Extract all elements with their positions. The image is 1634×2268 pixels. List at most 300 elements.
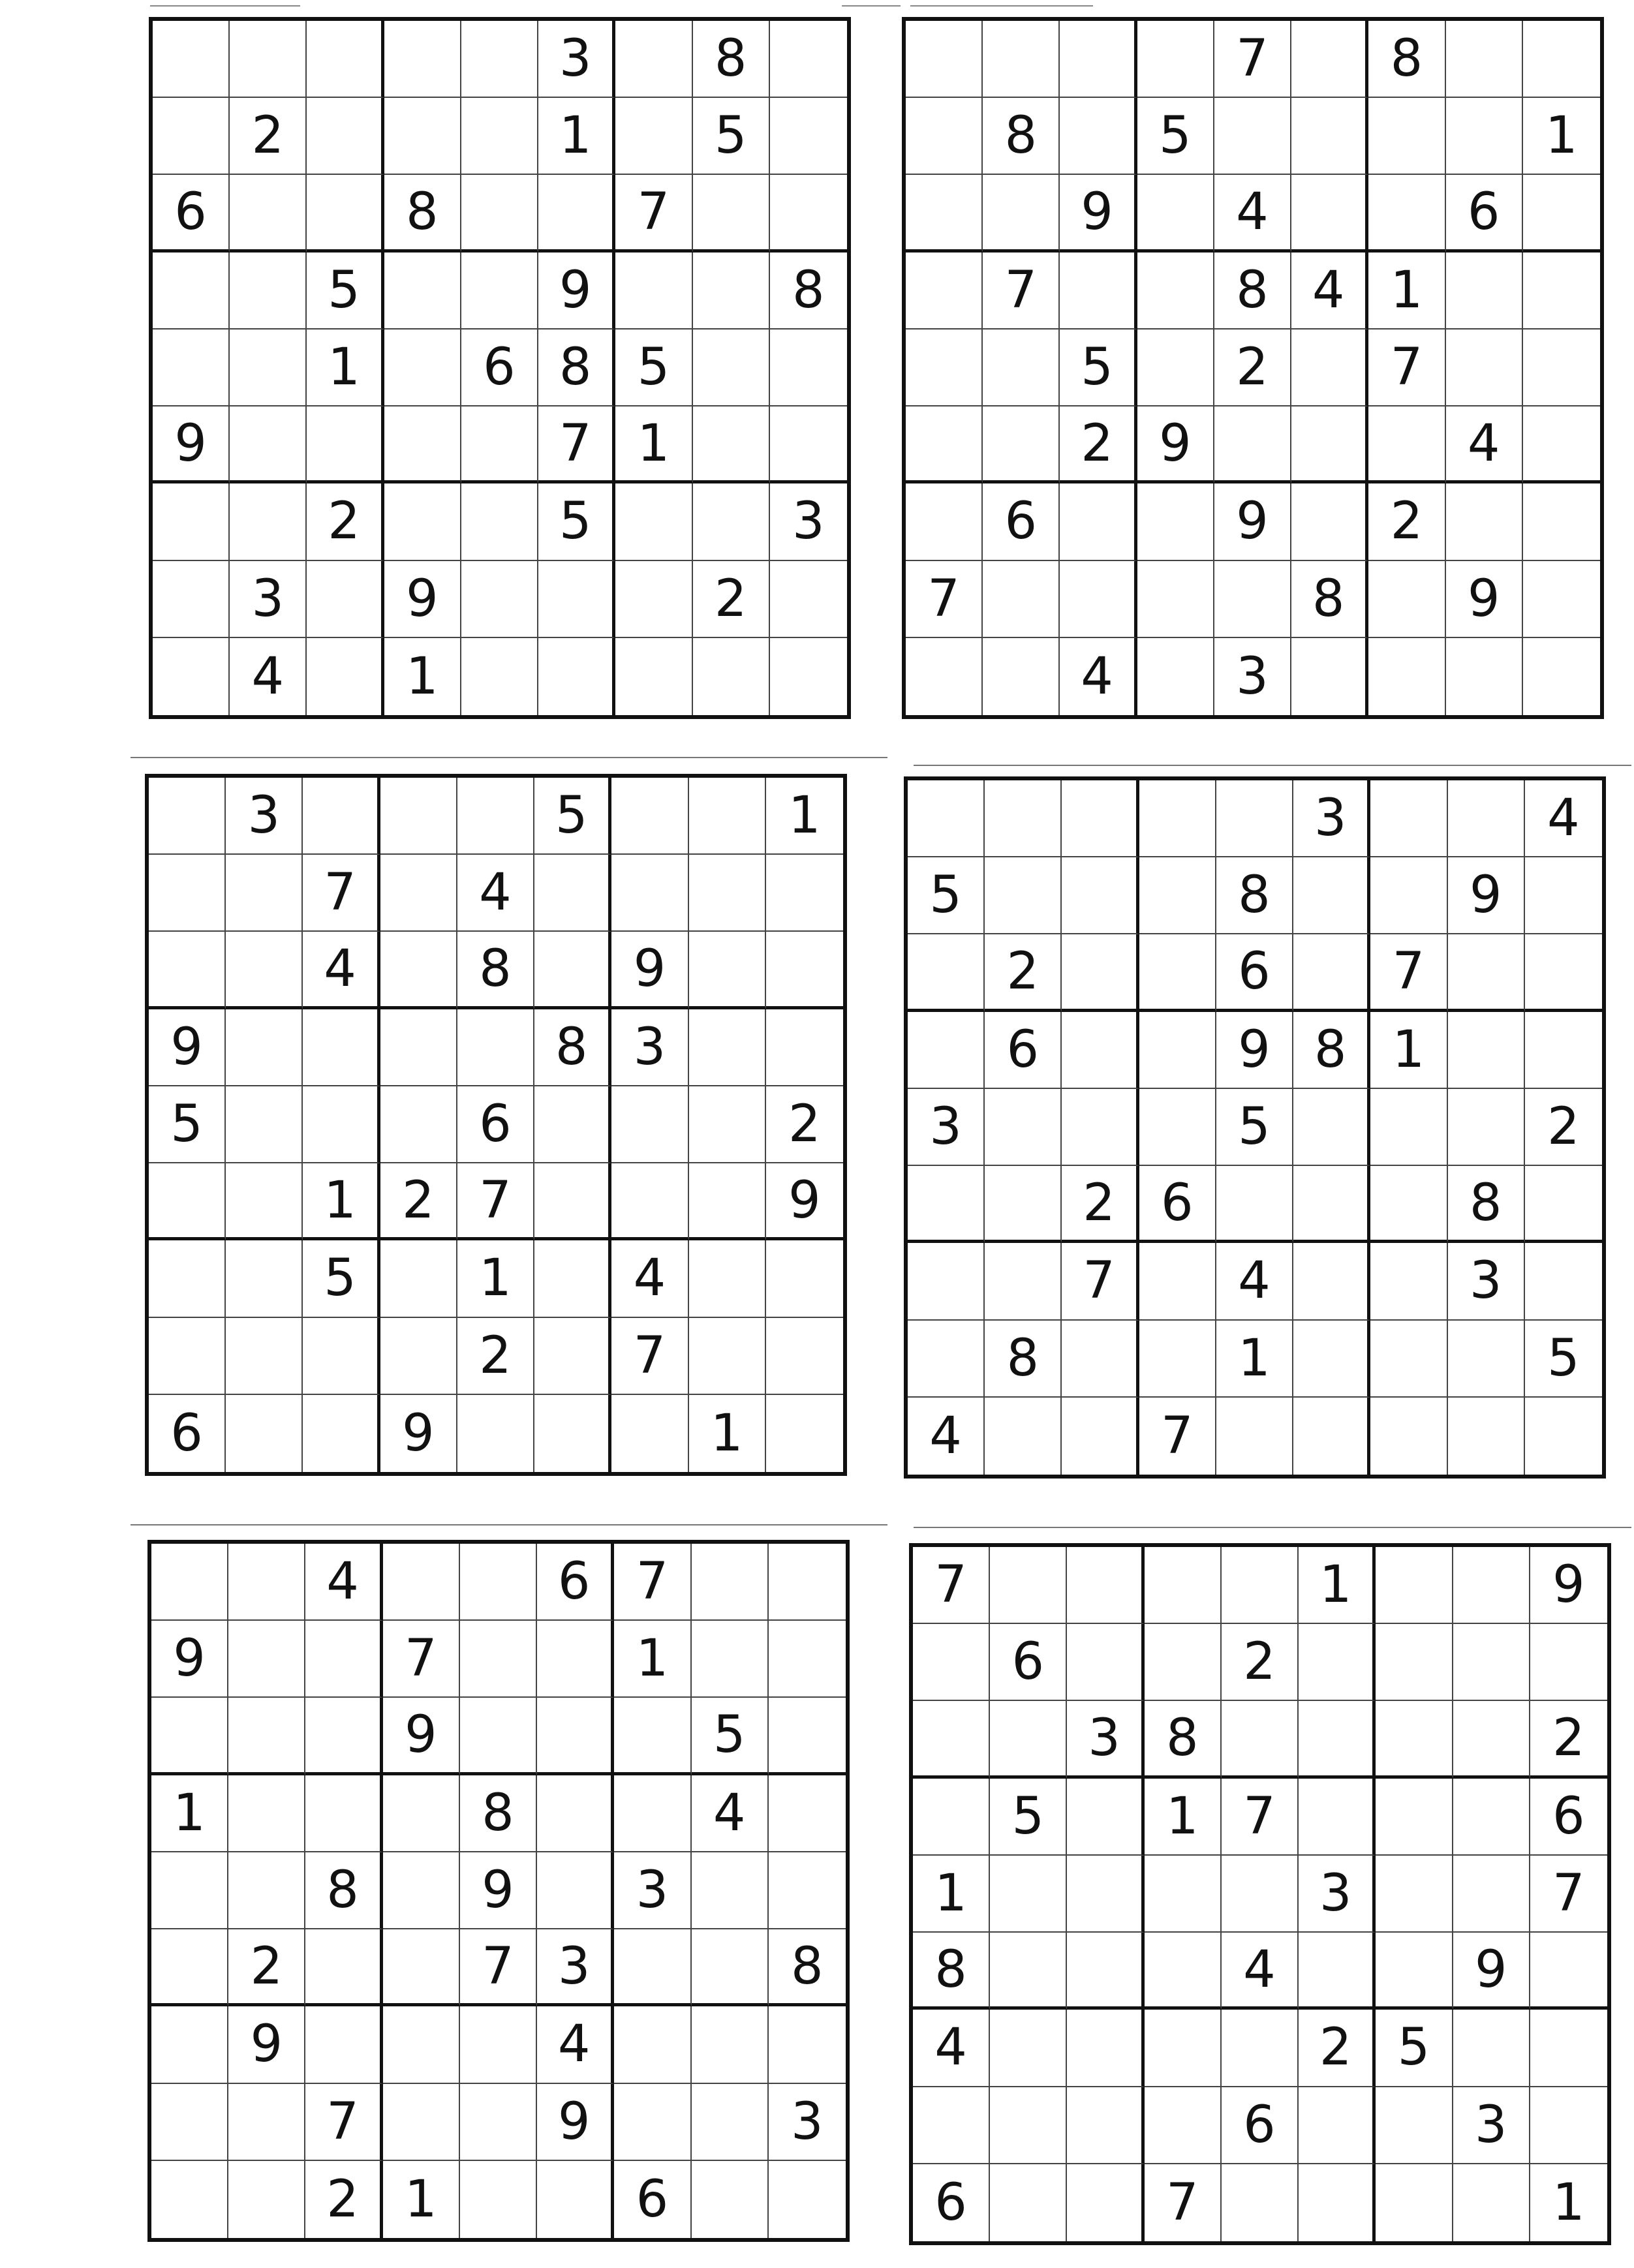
- empty-cell: [537, 1852, 614, 1929]
- empty-cell: [770, 561, 847, 638]
- empty-cell: [1060, 98, 1137, 175]
- given-digit-cell: 8: [913, 1933, 990, 2010]
- empty-cell: [615, 253, 692, 329]
- empty-cell: [1376, 1933, 1453, 2010]
- empty-cell: [1525, 934, 1602, 1011]
- empty-cell: [1067, 2087, 1144, 2164]
- empty-cell: [383, 1775, 460, 1852]
- empty-cell: [692, 1852, 769, 1929]
- empty-cell: [693, 483, 770, 560]
- empty-cell: [303, 1318, 380, 1395]
- empty-cell: [614, 2006, 691, 2083]
- given-digit-cell: 2: [228, 1929, 305, 2006]
- empty-cell: [460, 1698, 537, 1775]
- empty-cell: [770, 406, 847, 483]
- given-digit-cell: 1: [307, 329, 384, 406]
- given-digit-cell: 3: [1299, 1856, 1376, 1933]
- empty-cell: [1446, 483, 1523, 560]
- given-digit-cell: 7: [1062, 1243, 1139, 1320]
- given-digit-cell: 5: [538, 483, 615, 560]
- empty-cell: [985, 857, 1062, 934]
- empty-cell: [766, 932, 843, 1009]
- empty-cell: [908, 1166, 985, 1243]
- sudoku-grid-6: [909, 1543, 1611, 2245]
- given-digit-cell: 4: [537, 2006, 614, 2083]
- empty-cell: [305, 1929, 382, 2006]
- empty-cell: [1448, 780, 1525, 857]
- empty-cell: [913, 1779, 990, 1856]
- empty-cell: [1139, 780, 1216, 857]
- empty-cell: [983, 406, 1060, 483]
- given-digit-cell: 7: [614, 1544, 691, 1621]
- empty-cell: [615, 638, 692, 715]
- empty-cell: [303, 1086, 380, 1163]
- empty-cell: [990, 1701, 1067, 1778]
- given-digit-cell: 9: [383, 1698, 460, 1775]
- empty-cell: [1060, 21, 1137, 98]
- empty-cell: [769, 1621, 846, 1698]
- empty-cell: [1222, 2010, 1299, 2087]
- given-digit-cell: 3: [226, 778, 303, 855]
- given-digit-cell: 3: [1067, 1701, 1144, 1778]
- empty-cell: [1145, 2087, 1222, 2164]
- empty-cell: [693, 329, 770, 406]
- empty-cell: [457, 1395, 534, 1472]
- empty-cell: [1293, 857, 1370, 934]
- empty-cell: [908, 1243, 985, 1320]
- empty-cell: [460, 1544, 537, 1621]
- page-edge-line: [842, 5, 901, 7]
- empty-cell: [1370, 1166, 1447, 1243]
- given-digit-cell: 5: [1216, 1089, 1293, 1166]
- empty-cell: [913, 2087, 990, 2164]
- empty-cell: [611, 1163, 688, 1240]
- empty-cell: [689, 1163, 766, 1240]
- empty-cell: [906, 483, 983, 560]
- given-digit-cell: 1: [615, 406, 692, 483]
- given-digit-cell: 1: [766, 778, 843, 855]
- given-digit-cell: 7: [913, 1547, 990, 1624]
- empty-cell: [1062, 1012, 1139, 1089]
- empty-cell: [538, 175, 615, 252]
- empty-cell: [1145, 2010, 1222, 2087]
- empty-cell: [983, 329, 1060, 406]
- empty-cell: [1291, 21, 1368, 98]
- given-digit-cell: 3: [1293, 780, 1370, 857]
- empty-cell: [1525, 1166, 1602, 1243]
- empty-cell: [1525, 857, 1602, 934]
- empty-cell: [1523, 329, 1600, 406]
- empty-cell: [151, 1929, 228, 2006]
- empty-cell: [1067, 2164, 1144, 2241]
- empty-cell: [1523, 253, 1600, 329]
- empty-cell: [1453, 1547, 1530, 1624]
- given-digit-cell: 8: [770, 253, 847, 329]
- empty-cell: [1216, 1166, 1293, 1243]
- empty-cell: [1291, 406, 1368, 483]
- empty-cell: [1062, 934, 1139, 1011]
- empty-cell: [151, 2161, 228, 2238]
- given-digit-cell: 5: [1525, 1321, 1602, 1398]
- given-digit-cell: 7: [1370, 934, 1447, 1011]
- empty-cell: [1370, 1243, 1447, 1320]
- empty-cell: [913, 1701, 990, 1778]
- empty-cell: [383, 1929, 460, 2006]
- empty-cell: [1448, 1321, 1525, 1398]
- empty-cell: [1523, 175, 1600, 252]
- given-digit-cell: 7: [1368, 329, 1445, 406]
- empty-cell: [1523, 406, 1600, 483]
- empty-cell: [1067, 1547, 1144, 1624]
- empty-cell: [226, 1163, 303, 1240]
- empty-cell: [1525, 1398, 1602, 1475]
- empty-cell: [766, 1395, 843, 1472]
- empty-cell: [226, 1395, 303, 1472]
- given-digit-cell: 2: [1368, 483, 1445, 560]
- footer-rule: [131, 757, 887, 758]
- empty-cell: [534, 1163, 611, 1240]
- empty-cell: [1446, 638, 1523, 715]
- empty-cell: [692, 2161, 769, 2238]
- empty-cell: [1139, 857, 1216, 934]
- empty-cell: [1222, 1856, 1299, 1933]
- empty-cell: [1523, 561, 1600, 638]
- given-digit-cell: 6: [1216, 934, 1293, 1011]
- empty-cell: [1368, 175, 1445, 252]
- empty-cell: [769, 2161, 846, 2238]
- empty-cell: [693, 175, 770, 252]
- empty-cell: [1370, 857, 1447, 934]
- given-digit-cell: 3: [1448, 1243, 1525, 1320]
- empty-cell: [1062, 1398, 1139, 1475]
- empty-cell: [769, 2006, 846, 2083]
- empty-cell: [537, 2161, 614, 2238]
- empty-cell: [1222, 1547, 1299, 1624]
- given-digit-cell: 7: [457, 1163, 534, 1240]
- empty-cell: [457, 1009, 534, 1086]
- empty-cell: [460, 2006, 537, 2083]
- given-digit-cell: 2: [1222, 1624, 1299, 1701]
- empty-cell: [228, 2084, 305, 2161]
- given-digit-cell: 3: [614, 1852, 691, 1929]
- empty-cell: [985, 1243, 1062, 1320]
- empty-cell: [383, 2006, 460, 2083]
- empty-cell: [614, 1698, 691, 1775]
- given-digit-cell: 3: [1453, 2087, 1530, 2164]
- empty-cell: [1291, 329, 1368, 406]
- given-digit-cell: 1: [1552, 2173, 1585, 2232]
- empty-cell: [1214, 98, 1291, 175]
- empty-cell: [534, 1086, 611, 1163]
- empty-cell: [460, 2161, 537, 2238]
- empty-cell: [1137, 483, 1214, 560]
- given-digit-cell: 7: [538, 406, 615, 483]
- given-digit-cell: 7: [611, 1318, 688, 1395]
- given-digit-cell: 2: [985, 934, 1062, 1011]
- empty-cell: [226, 855, 303, 932]
- empty-cell: [307, 21, 384, 98]
- empty-cell: [383, 2084, 460, 2161]
- empty-cell: [614, 1775, 691, 1852]
- page-edge-line: [910, 5, 1093, 7]
- given-digit-cell: 7: [615, 175, 692, 252]
- empty-cell: [151, 1698, 228, 1775]
- empty-cell: [689, 1009, 766, 1086]
- given-digit-cell: 2: [457, 1318, 534, 1395]
- given-digit-cell: 7: [983, 253, 1060, 329]
- empty-cell: [1376, 2087, 1453, 2164]
- empty-cell: [1530, 1933, 1607, 2010]
- sudoku-grid-2: [902, 17, 1604, 719]
- empty-cell: [461, 175, 538, 252]
- given-digit-cell: 9: [1214, 483, 1291, 560]
- given-digit-cell: 7: [305, 2084, 382, 2161]
- given-digit-cell: 2: [1530, 1701, 1607, 1778]
- given-digit-cell: 1: [383, 2161, 460, 2238]
- empty-cell: [1299, 1779, 1376, 1856]
- given-digit-cell: 3: [908, 1089, 985, 1166]
- empty-cell: [1453, 1701, 1530, 1778]
- empty-cell: [151, 2006, 228, 2083]
- given-digit-cell: 5: [692, 1698, 769, 1775]
- empty-cell: [1062, 780, 1139, 857]
- empty-cell: [906, 175, 983, 252]
- given-digit-cell: 3: [538, 21, 615, 98]
- empty-cell: [1062, 857, 1139, 934]
- given-digit-cell: 5: [908, 857, 985, 934]
- given-digit-cell: 5: [990, 1779, 1067, 1856]
- empty-cell: [1291, 175, 1368, 252]
- empty-cell: [689, 932, 766, 1009]
- empty-cell: [1368, 406, 1445, 483]
- given-digit-cell: 9: [151, 1621, 228, 1698]
- empty-cell: [1453, 2164, 1530, 2241]
- empty-cell: [908, 1321, 985, 1398]
- given-digit-cell: 2: [380, 1163, 457, 1240]
- empty-cell: [770, 638, 847, 715]
- given-digit-cell: 8: [1214, 253, 1291, 329]
- empty-cell: [1291, 98, 1368, 175]
- empty-cell: [769, 1698, 846, 1775]
- empty-cell: [1291, 638, 1368, 715]
- footer-rule: [131, 1524, 887, 1525]
- empty-cell: [1067, 2010, 1144, 2087]
- given-digit-cell: 8: [1448, 1166, 1525, 1243]
- empty-cell: [534, 932, 611, 1009]
- empty-cell: [1376, 2164, 1453, 2241]
- empty-cell: [305, 1698, 382, 1775]
- empty-cell: [692, 2006, 769, 2083]
- given-digit-cell: 9: [384, 561, 461, 638]
- given-digit-cell: 6: [1530, 1779, 1607, 1856]
- empty-cell: [615, 483, 692, 560]
- given-digit-cell: 6: [1446, 175, 1523, 252]
- empty-cell: [1523, 638, 1600, 715]
- given-digit-cell: 9: [611, 932, 688, 1009]
- given-digit-cell: 5: [307, 253, 384, 329]
- empty-cell: [149, 855, 226, 932]
- footer-rule: [914, 765, 1631, 766]
- empty-cell: [985, 780, 1062, 857]
- empty-cell: [1453, 1856, 1530, 1933]
- empty-cell: [1214, 406, 1291, 483]
- empty-cell: [307, 638, 384, 715]
- empty-cell: [230, 406, 307, 483]
- given-digit-cell: 6: [537, 1544, 614, 1621]
- empty-cell: [153, 329, 230, 406]
- empty-cell: [1293, 1243, 1370, 1320]
- empty-cell: [611, 1395, 688, 1472]
- given-digit-cell: 2: [766, 1086, 843, 1163]
- given-digit-cell: 1: [538, 98, 615, 175]
- empty-cell: [1376, 1624, 1453, 1701]
- empty-cell: [380, 932, 457, 1009]
- given-digit-cell: 8: [983, 98, 1060, 175]
- given-digit-cell: 5: [303, 1240, 380, 1317]
- given-digit-cell: 4: [457, 855, 534, 932]
- empty-cell: [153, 21, 230, 98]
- empty-cell: [906, 253, 983, 329]
- given-digit-cell: 8: [1216, 857, 1293, 934]
- empty-cell: [151, 2084, 228, 2161]
- given-digit-cell: 4: [303, 932, 380, 1009]
- empty-cell: [766, 855, 843, 932]
- empty-cell: [906, 638, 983, 715]
- empty-cell: [983, 21, 1060, 98]
- given-digit-cell: 8: [534, 1009, 611, 1086]
- given-digit-cell: 8: [1291, 561, 1368, 638]
- given-digit-cell: 3: [537, 1929, 614, 2006]
- given-digit-cell: 3: [230, 561, 307, 638]
- empty-cell: [1448, 1089, 1525, 1166]
- empty-cell: [149, 1240, 226, 1317]
- given-digit-cell: 2: [305, 2161, 382, 2238]
- empty-cell: [1530, 2087, 1607, 2164]
- empty-cell: [1299, 1933, 1376, 2010]
- empty-cell: [1145, 1624, 1222, 1701]
- given-digit-cell: 9: [538, 253, 615, 329]
- given-digit-cell: 9: [1137, 406, 1214, 483]
- page-edge-line: [150, 5, 300, 7]
- empty-cell: [1530, 2010, 1607, 2087]
- empty-cell: [230, 253, 307, 329]
- given-digit-cell: 7: [383, 1621, 460, 1698]
- given-digit-cell: 8: [460, 1775, 537, 1852]
- given-digit-cell: 1: [1370, 1012, 1447, 1089]
- empty-cell: [1137, 21, 1214, 98]
- given-digit-cell: 6: [153, 175, 230, 252]
- given-digit-cell: 9: [1453, 1933, 1530, 2010]
- empty-cell: [226, 1318, 303, 1395]
- given-digit-cell: 9: [537, 2084, 614, 2161]
- empty-cell: [693, 406, 770, 483]
- empty-cell: [770, 329, 847, 406]
- empty-cell: [226, 1240, 303, 1317]
- empty-cell: [1446, 329, 1523, 406]
- empty-cell: [153, 483, 230, 560]
- empty-cell: [1139, 1321, 1216, 1398]
- empty-cell: [990, 2010, 1067, 2087]
- given-digit-cell: 1: [1145, 1779, 1222, 1856]
- given-digit-cell: 4: [305, 1544, 382, 1621]
- empty-cell: [226, 932, 303, 1009]
- given-digit-cell: 6: [457, 1086, 534, 1163]
- empty-cell: [380, 855, 457, 932]
- empty-cell: [1448, 1012, 1525, 1089]
- empty-cell: [1062, 1321, 1139, 1398]
- empty-cell: [230, 329, 307, 406]
- given-digit-cell: 8: [1293, 1012, 1370, 1089]
- empty-cell: [913, 1624, 990, 1701]
- given-digit-cell: 9: [1446, 561, 1523, 638]
- empty-cell: [1060, 253, 1137, 329]
- empty-cell: [230, 175, 307, 252]
- empty-cell: [305, 1621, 382, 1698]
- empty-cell: [384, 406, 461, 483]
- empty-cell: [1216, 780, 1293, 857]
- empty-cell: [1446, 21, 1523, 98]
- empty-cell: [153, 253, 230, 329]
- given-digit-cell: 1: [1523, 98, 1600, 175]
- empty-cell: [985, 1398, 1062, 1475]
- empty-cell: [766, 1318, 843, 1395]
- given-digit-cell: 1: [151, 1775, 228, 1852]
- empty-cell: [1145, 1856, 1222, 1933]
- empty-cell: [1137, 561, 1214, 638]
- empty-cell: [460, 1621, 537, 1698]
- empty-cell: [383, 1544, 460, 1621]
- empty-cell: [985, 1089, 1062, 1166]
- empty-cell: [1523, 483, 1600, 560]
- given-digit-cell: 7: [460, 1929, 537, 2006]
- empty-cell: [1376, 1547, 1453, 1624]
- empty-cell: [983, 638, 1060, 715]
- empty-cell: [307, 175, 384, 252]
- given-digit-cell: 9: [1530, 1547, 1607, 1624]
- empty-cell: [380, 1240, 457, 1317]
- empty-cell: [1139, 1089, 1216, 1166]
- sudoku-grid-5: [147, 1540, 850, 2242]
- empty-cell: [1299, 2164, 1376, 2241]
- empty-cell: [1139, 934, 1216, 1011]
- empty-cell: [1293, 934, 1370, 1011]
- given-digit-cell: 7: [1222, 1779, 1299, 1856]
- given-digit-cell: 8: [538, 329, 615, 406]
- empty-cell: [384, 329, 461, 406]
- empty-cell: [1137, 329, 1214, 406]
- empty-cell: [611, 778, 688, 855]
- empty-cell: [611, 1086, 688, 1163]
- empty-cell: [908, 780, 985, 857]
- given-digit-cell: 3: [1214, 638, 1291, 715]
- given-digit-cell: 1: [457, 1240, 534, 1317]
- given-digit-cell: 9: [228, 2006, 305, 2083]
- empty-cell: [906, 98, 983, 175]
- empty-cell: [693, 253, 770, 329]
- empty-cell: [615, 561, 692, 638]
- given-digit-cell: 8: [1145, 1701, 1222, 1778]
- empty-cell: [228, 1852, 305, 1929]
- empty-cell: [1446, 253, 1523, 329]
- given-digit-cell: 4: [230, 638, 307, 715]
- empty-cell: [228, 2161, 305, 2238]
- given-digit-cell: 4: [611, 1240, 688, 1317]
- empty-cell: [692, 1621, 769, 1698]
- given-digit-cell: 5: [693, 98, 770, 175]
- given-digit-cell: 6: [614, 2161, 691, 2238]
- empty-cell: [228, 1698, 305, 1775]
- given-digit-cell: 4: [1060, 638, 1137, 715]
